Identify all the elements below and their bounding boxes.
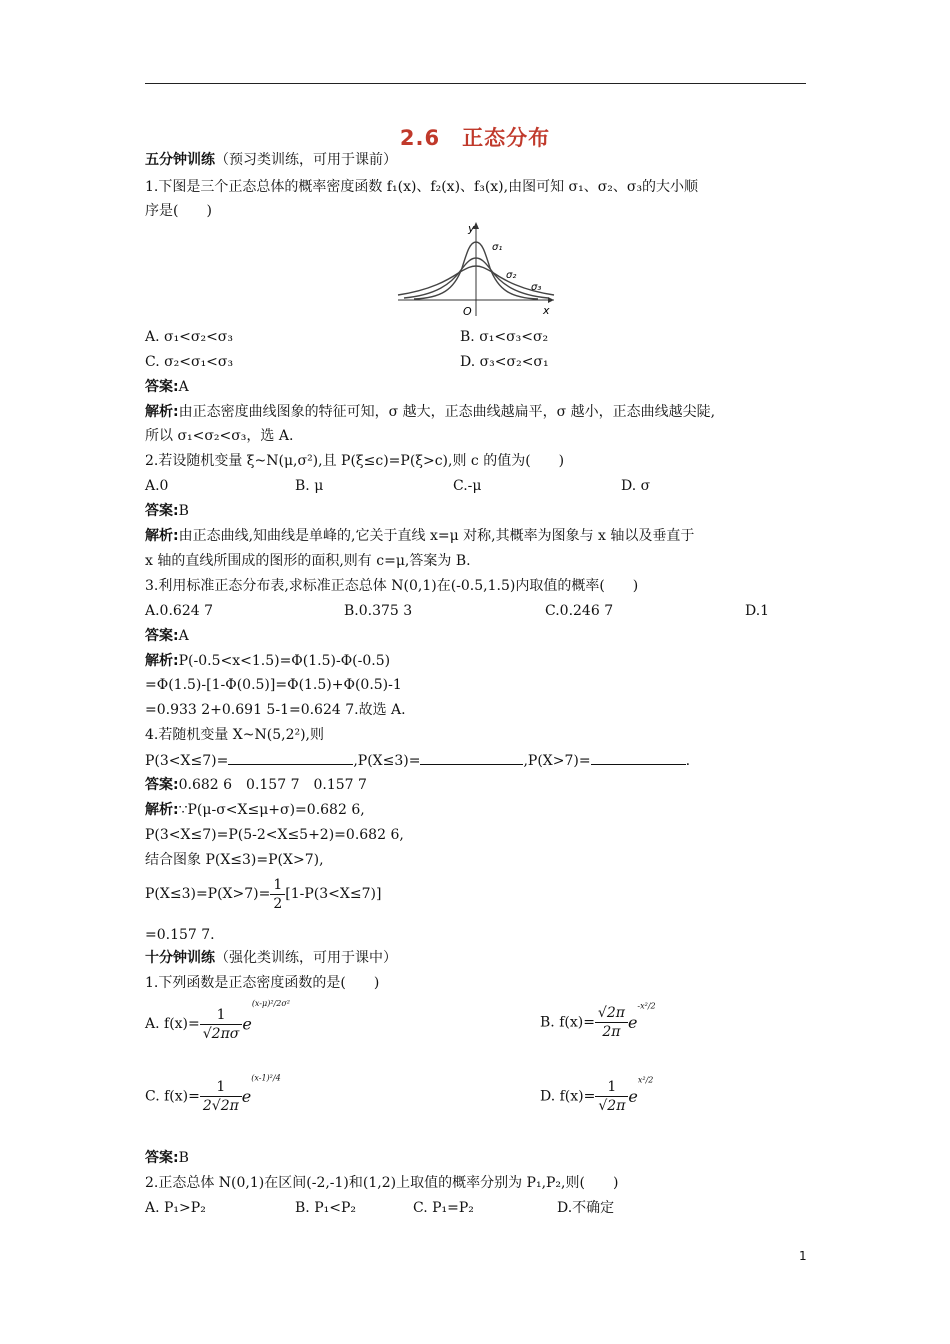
- s2-q1-option-b: [540, 1001, 656, 1041]
- option-b-fraction: [595, 1004, 628, 1041]
- section-title: 五分钟训练: [145, 152, 215, 168]
- explanation-label: 解析:: [145, 653, 179, 669]
- answer-value: 0.682 6 0.157 7 0.157 7: [178, 777, 367, 793]
- fraction-numerator: 1: [270, 876, 285, 895]
- option-label: C. f(x)=: [145, 1088, 200, 1105]
- option-c-e: e: [241, 1087, 252, 1106]
- option-label: B. f(x)=: [540, 1014, 595, 1031]
- q3-explanation-line2: =Φ(1.5)-[1-Φ(0.5)]=Φ(1.5)+Φ(0.5)-1: [145, 677, 402, 693]
- option-d-e: e: [628, 1087, 638, 1106]
- blank-end: .: [685, 753, 691, 769]
- q4-explanation-line5: =0.157 7.: [145, 927, 215, 943]
- option-d-exponent: x²/2: [637, 1075, 654, 1085]
- explanation-text: 由正态曲线,知曲线是单峰的,它关于直线 x=μ 对称,其概率为图象与 x 轴以及垂直于: [178, 528, 695, 544]
- question-2-stem: 2.若设随机变量 ξ~N(μ,σ²),且 P(ξ≤c)=P(ξ>c),则 c 的值为( ): [145, 453, 565, 469]
- option-c-exponent: (x-1)²/4: [251, 1073, 281, 1083]
- q1-option-c: C. σ₂<σ₁<σ₃: [145, 354, 234, 370]
- s2-question-2-stem: 2.正态总体 N(0,1)在区间(-2,-1)和(1,2)上取值的概率分别为 P₁,P₂,则( ): [145, 1175, 619, 1191]
- option-b-e: e: [627, 1013, 638, 1032]
- answer-label: 答案:: [145, 379, 179, 395]
- section-title: 十分钟训练: [145, 950, 215, 966]
- header-rule: [145, 83, 806, 84]
- q1-answer: [145, 377, 189, 397]
- option-d-denominator: √2π: [598, 1098, 626, 1114]
- s2-question-1-stem: 1.下列函数是正态密度函数的是( ): [145, 975, 380, 991]
- fraction-denominator: 2: [273, 895, 283, 912]
- option-c-denominator: 2√2π: [202, 1098, 239, 1114]
- answer-value: A: [178, 628, 189, 644]
- blank-2[interactable]: [420, 750, 523, 765]
- q1-option-d: D. σ₃<σ₂<σ₁: [460, 354, 549, 370]
- option-a-e: e: [242, 1014, 252, 1034]
- answer-label: 答案:: [145, 628, 179, 644]
- option-label: A. f(x)=: [145, 1016, 200, 1032]
- option-d-numerator: 1: [595, 1078, 628, 1097]
- s2-q2-option-d: D.不确定: [557, 1200, 615, 1216]
- question-4-stem: 4.若随机变量 X~N(5,2²),则: [145, 727, 325, 743]
- option-a-exponent: (x-μ)²/2σ²: [251, 999, 290, 1008]
- question-4-blanks: [145, 750, 690, 771]
- blank-1-label: P(3<X≤7)=: [145, 753, 229, 769]
- s2-q2-option-a: A. P₁>P₂: [145, 1200, 206, 1216]
- option-c-numerator: 1: [200, 1078, 242, 1097]
- fraction-half: [270, 876, 285, 913]
- blank-2-label: ,P(X≤3)=: [353, 753, 421, 769]
- q3-explanation-line3: =0.933 2+0.691 5-1=0.624 7.故选 A.: [145, 702, 406, 718]
- q2-explanation-cont: x 轴的直线所围成的图形的面积,则有 c=μ,答案为 B.: [145, 553, 471, 569]
- answer-value: A: [178, 379, 189, 395]
- q3-option-c: C.0.246 7: [545, 603, 614, 619]
- q3-option-d: D.1: [745, 603, 770, 619]
- blank-3[interactable]: [591, 750, 686, 765]
- question-3-stem: 3.利用标准正态分布表,求标准正态总体 N(0,1)在(-0.5,1.5)内取值的概率( ): [145, 578, 639, 594]
- explanation-label: 解析:: [145, 528, 179, 544]
- section-heading: [145, 150, 397, 170]
- axis-x-label: x: [543, 304, 550, 317]
- q3-option-a: A.0.624 7: [145, 603, 213, 619]
- q3-explanation: [145, 651, 390, 671]
- q4-answer: [145, 775, 367, 795]
- s2-q2-option-c: C. P₁=P₂: [413, 1200, 474, 1216]
- option-a-fraction: [200, 1006, 243, 1043]
- option-label: D. f(x)=: [540, 1088, 596, 1105]
- answer-label: 答案:: [145, 777, 179, 793]
- q2-option-c: C.-μ: [453, 478, 482, 494]
- answer-label: 答案:: [145, 1150, 179, 1166]
- origin-label: O: [463, 305, 472, 318]
- q1-option-b: B. σ₁<σ₃<σ₂: [460, 329, 549, 345]
- answer-label: 答案:: [145, 503, 179, 519]
- s2-q1-option-c: [145, 1073, 281, 1115]
- question-1-stem-cont: 序是( ): [145, 203, 212, 219]
- q3-option-b: B.0.375 3: [344, 603, 413, 619]
- q2-option-b: B. μ: [295, 478, 324, 494]
- s2-q1-answer: [145, 1148, 189, 1168]
- sigma3-label: σ₃: [531, 282, 542, 293]
- page-title: 2.6 正态分布: [399, 126, 551, 150]
- sigma1-label: σ₁: [492, 242, 503, 253]
- q2-explanation: [145, 526, 694, 546]
- formula-prefix: P(X≤3)=P(X>7)=: [145, 886, 271, 902]
- explanation-text: ∵P(μ-σ<X≤μ+σ)=0.682 6,: [178, 802, 365, 818]
- explanation-label: 解析:: [145, 404, 179, 420]
- normal-curves-figure: [396, 218, 556, 318]
- question-1-stem: 1.下图是三个正态总体的概率密度函数 f₁(x)、f₂(x)、f₃(x),由图可知 σ₁、σ₂、σ₃的大小顺: [145, 179, 699, 195]
- q1-explanation-cont: 所以 σ₁<σ₂<σ₃，选 A.: [145, 428, 294, 444]
- option-b-denominator: 2π: [602, 1024, 621, 1040]
- q4-explanation-line3: 结合图象 P(X≤3)=P(X>7),: [145, 852, 324, 868]
- section-heading-2: [145, 948, 397, 968]
- explanation-text: 由正态密度曲线图象的特征可知，σ 越大，正态曲线越扁平，σ 越小，正态曲线越尖陡,: [178, 404, 716, 420]
- option-b-exponent: -x²/2: [637, 1001, 656, 1011]
- option-d-fraction: [595, 1078, 628, 1115]
- section-note: （预习类训练，可用于课前）: [215, 152, 397, 168]
- q2-option-a: A.0: [145, 478, 169, 494]
- q1-option-a: A. σ₁<σ₂<σ₃: [145, 329, 233, 345]
- q4-explanation: [145, 800, 365, 820]
- q4-explanation-line4: [145, 872, 381, 916]
- q1-explanation: [145, 402, 715, 422]
- s2-q1-option-d: [540, 1075, 654, 1115]
- option-a-denominator: √2πσ: [202, 1025, 240, 1042]
- sigma2-label: σ₂: [506, 270, 517, 281]
- answer-value: B: [178, 503, 189, 519]
- formula-suffix: [1-P(3<X≤7)]: [285, 886, 382, 902]
- s2-q2-option-b: B. P₁<P₂: [295, 1200, 356, 1216]
- page-number: 1: [799, 1249, 807, 1263]
- answer-value: B: [178, 1150, 189, 1166]
- axis-y-label: y: [468, 222, 475, 235]
- explanation-label: 解析:: [145, 802, 179, 818]
- q2-option-d: D. σ: [621, 478, 651, 494]
- option-c-fraction: [200, 1078, 242, 1115]
- q4-explanation-line2: P(3<X≤7)=P(5-2<X≤5+2)=0.682 6,: [145, 827, 404, 843]
- q3-answer: [145, 626, 189, 646]
- option-b-numerator: √2π: [595, 1004, 628, 1023]
- blank-1[interactable]: [228, 750, 353, 765]
- section-note: （强化类训练，可用于课中）: [215, 950, 397, 966]
- q2-answer: [145, 501, 189, 521]
- blank-3-label: ,P(X>7)=: [523, 753, 591, 769]
- option-a-numerator: 1: [200, 1006, 243, 1025]
- explanation-text: P(-0.5<x<1.5)=Φ(1.5)-Φ(-0.5): [178, 653, 391, 669]
